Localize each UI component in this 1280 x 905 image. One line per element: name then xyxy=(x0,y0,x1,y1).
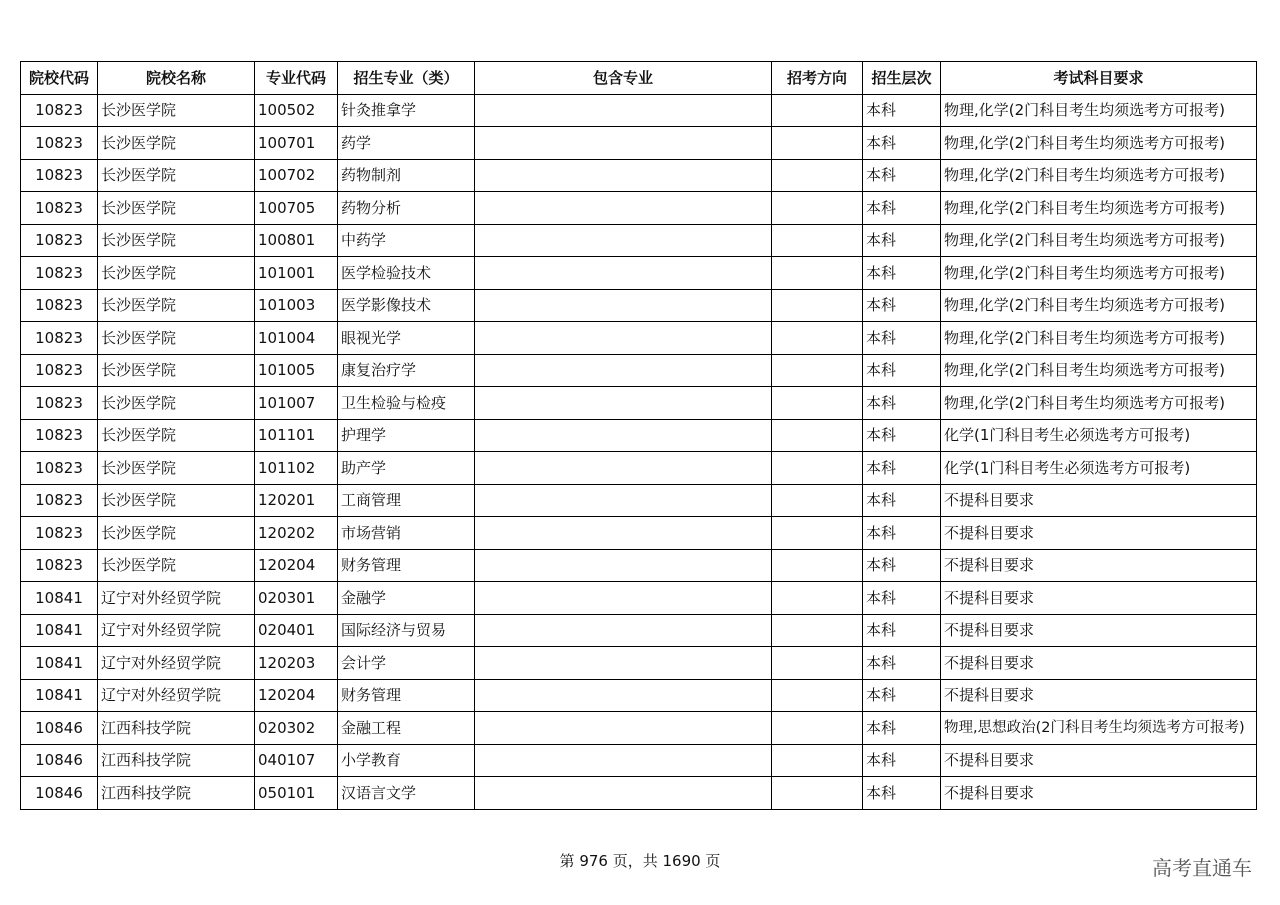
cell-level: 本科 xyxy=(863,224,941,257)
cell-major-code: 101101 xyxy=(255,419,338,452)
cell-direction xyxy=(772,354,863,387)
cell-requirement: 不提科目要求 xyxy=(941,647,1257,680)
table-row xyxy=(21,484,1257,517)
cell-level: 本科 xyxy=(863,289,941,322)
cell-major-code: 101003 xyxy=(255,289,338,322)
cell-direction xyxy=(772,257,863,290)
cell-direction xyxy=(772,712,863,745)
cell-school-name: 长沙医学院 xyxy=(98,322,255,355)
cell-school-code: 10823 xyxy=(21,192,98,225)
cell-school-code: 10846 xyxy=(21,744,98,777)
cell-direction xyxy=(772,484,863,517)
cell-includes xyxy=(475,517,772,550)
cell-major-code: 100502 xyxy=(255,94,338,127)
cell-requirement: 不提科目要求 xyxy=(941,679,1257,712)
cell-major: 助产学 xyxy=(338,452,475,485)
cell-school-name: 长沙医学院 xyxy=(98,517,255,550)
cell-level: 本科 xyxy=(863,614,941,647)
cell-requirement: 物理,化学(2门科目考生均须选考方可报考) xyxy=(941,257,1257,290)
cell-includes xyxy=(475,322,772,355)
cell-school-name: 长沙医学院 xyxy=(98,549,255,582)
cell-school-name: 江西科技学院 xyxy=(98,712,255,745)
cell-level: 本科 xyxy=(863,647,941,680)
cell-level: 本科 xyxy=(863,257,941,290)
cell-includes xyxy=(475,289,772,322)
page-number: 第 976 页，共 1690 页 xyxy=(559,852,721,870)
cell-requirement: 物理,思想政治(2门科目考生均须选考方可报考) xyxy=(941,712,1257,745)
cell-level: 本科 xyxy=(863,94,941,127)
cell-major-code: 120203 xyxy=(255,647,338,680)
cell-school-name: 长沙医学院 xyxy=(98,257,255,290)
cell-major: 药物制剂 xyxy=(338,159,475,192)
cell-requirement: 不提科目要求 xyxy=(941,582,1257,615)
cell-includes xyxy=(475,712,772,745)
cell-major-code: 020302 xyxy=(255,712,338,745)
cell-requirement: 物理,化学(2门科目考生均须选考方可报考) xyxy=(941,387,1257,420)
table-row xyxy=(21,517,1257,550)
cell-school-code: 10846 xyxy=(21,777,98,810)
cell-school-code: 10823 xyxy=(21,354,98,387)
cell-major: 财务管理 xyxy=(338,679,475,712)
cell-school-name: 江西科技学院 xyxy=(98,744,255,777)
cell-major-code: 101001 xyxy=(255,257,338,290)
cell-level: 本科 xyxy=(863,192,941,225)
table-row xyxy=(21,614,1257,647)
cell-school-code: 10823 xyxy=(21,419,98,452)
header-row xyxy=(21,62,1257,95)
admissions-table xyxy=(20,61,1257,810)
table-row xyxy=(21,257,1257,290)
cell-major-code: 101007 xyxy=(255,387,338,420)
cell-includes xyxy=(475,614,772,647)
table-row xyxy=(21,94,1257,127)
cell-major-code: 120204 xyxy=(255,679,338,712)
cell-level: 本科 xyxy=(863,387,941,420)
cell-school-name: 长沙医学院 xyxy=(98,419,255,452)
cell-direction xyxy=(772,127,863,160)
cell-school-name: 长沙医学院 xyxy=(98,94,255,127)
cell-major: 汉语言文学 xyxy=(338,777,475,810)
cell-includes xyxy=(475,419,772,452)
cell-direction xyxy=(772,777,863,810)
cell-includes xyxy=(475,257,772,290)
cell-school-name: 辽宁对外经贸学院 xyxy=(98,647,255,680)
table-row xyxy=(21,549,1257,582)
table-row xyxy=(21,744,1257,777)
cell-level: 本科 xyxy=(863,712,941,745)
cell-direction xyxy=(772,679,863,712)
cell-direction xyxy=(772,224,863,257)
cell-level: 本科 xyxy=(863,517,941,550)
cell-includes xyxy=(475,647,772,680)
cell-includes xyxy=(475,159,772,192)
table-row xyxy=(21,777,1257,810)
cell-school-code: 10823 xyxy=(21,387,98,420)
cell-school-name: 长沙医学院 xyxy=(98,192,255,225)
cell-requirement: 物理,化学(2门科目考生均须选考方可报考) xyxy=(941,127,1257,160)
cell-direction xyxy=(772,744,863,777)
cell-major-code: 101102 xyxy=(255,452,338,485)
cell-school-code: 10823 xyxy=(21,452,98,485)
cell-level: 本科 xyxy=(863,582,941,615)
cell-school-name: 长沙医学院 xyxy=(98,159,255,192)
cell-level: 本科 xyxy=(863,777,941,810)
cell-major-code: 120202 xyxy=(255,517,338,550)
cell-direction xyxy=(772,549,863,582)
cell-major-code: 100801 xyxy=(255,224,338,257)
cell-direction xyxy=(772,647,863,680)
cell-major: 财务管理 xyxy=(338,549,475,582)
cell-major: 针灸推拿学 xyxy=(338,94,475,127)
cell-direction xyxy=(772,582,863,615)
cell-major: 小学教育 xyxy=(338,744,475,777)
cell-requirement: 物理,化学(2门科目考生均须选考方可报考) xyxy=(941,289,1257,322)
table-row xyxy=(21,289,1257,322)
cell-major: 市场营销 xyxy=(338,517,475,550)
table-row xyxy=(21,419,1257,452)
cell-school-code: 10841 xyxy=(21,614,98,647)
cell-major-code: 100702 xyxy=(255,159,338,192)
cell-includes xyxy=(475,679,772,712)
col-header-requirement: 考试科目要求 xyxy=(941,62,1257,95)
cell-school-code: 10823 xyxy=(21,484,98,517)
cell-school-code: 10823 xyxy=(21,127,98,160)
cell-school-name: 辽宁对外经贸学院 xyxy=(98,614,255,647)
cell-level: 本科 xyxy=(863,452,941,485)
cell-requirement: 不提科目要求 xyxy=(941,549,1257,582)
cell-school-name: 长沙医学院 xyxy=(98,354,255,387)
cell-school-name: 长沙医学院 xyxy=(98,289,255,322)
cell-includes xyxy=(475,354,772,387)
cell-major-code: 040107 xyxy=(255,744,338,777)
table-row xyxy=(21,354,1257,387)
cell-school-name: 辽宁对外经贸学院 xyxy=(98,679,255,712)
cell-school-name: 长沙医学院 xyxy=(98,127,255,160)
cell-requirement: 物理,化学(2门科目考生均须选考方可报考) xyxy=(941,322,1257,355)
col-header-includes: 包含专业 xyxy=(475,62,772,95)
cell-major: 医学影像技术 xyxy=(338,289,475,322)
cell-major: 护理学 xyxy=(338,419,475,452)
cell-direction xyxy=(772,192,863,225)
cell-school-name: 长沙医学院 xyxy=(98,387,255,420)
cell-major-code: 101005 xyxy=(255,354,338,387)
cell-major: 国际经济与贸易 xyxy=(338,614,475,647)
table-row xyxy=(21,159,1257,192)
cell-major: 眼视光学 xyxy=(338,322,475,355)
col-header-major: 招生专业（类） xyxy=(338,62,475,95)
cell-school-name: 长沙医学院 xyxy=(98,484,255,517)
cell-major: 医学检验技术 xyxy=(338,257,475,290)
cell-major-code: 120204 xyxy=(255,549,338,582)
cell-major: 康复治疗学 xyxy=(338,354,475,387)
table-row xyxy=(21,387,1257,420)
cell-school-name: 江西科技学院 xyxy=(98,777,255,810)
cell-requirement: 不提科目要求 xyxy=(941,614,1257,647)
cell-school-code: 10841 xyxy=(21,647,98,680)
cell-direction xyxy=(772,289,863,322)
table-row xyxy=(21,322,1257,355)
cell-school-code: 10823 xyxy=(21,289,98,322)
cell-level: 本科 xyxy=(863,549,941,582)
table-row xyxy=(21,127,1257,160)
col-header-school-name: 院校名称 xyxy=(98,62,255,95)
col-header-level: 招生层次 xyxy=(863,62,941,95)
table-row xyxy=(21,224,1257,257)
cell-school-code: 10841 xyxy=(21,679,98,712)
cell-requirement: 物理,化学(2门科目考生均须选考方可报考) xyxy=(941,94,1257,127)
cell-major: 金融工程 xyxy=(338,712,475,745)
cell-school-code: 10841 xyxy=(21,582,98,615)
cell-requirement: 化学(1门科目考生必须选考方可报考) xyxy=(941,452,1257,485)
cell-requirement: 不提科目要求 xyxy=(941,484,1257,517)
cell-includes xyxy=(475,452,772,485)
cell-direction xyxy=(772,94,863,127)
cell-includes xyxy=(475,484,772,517)
cell-includes xyxy=(475,192,772,225)
cell-includes xyxy=(475,127,772,160)
cell-includes xyxy=(475,224,772,257)
cell-requirement: 不提科目要求 xyxy=(941,777,1257,810)
cell-includes xyxy=(475,387,772,420)
table-row xyxy=(21,712,1257,745)
cell-level: 本科 xyxy=(863,127,941,160)
cell-requirement: 不提科目要求 xyxy=(941,744,1257,777)
cell-level: 本科 xyxy=(863,419,941,452)
cell-direction xyxy=(772,159,863,192)
cell-level: 本科 xyxy=(863,744,941,777)
cell-school-name: 辽宁对外经贸学院 xyxy=(98,582,255,615)
cell-major: 工商管理 xyxy=(338,484,475,517)
cell-school-name: 长沙医学院 xyxy=(98,224,255,257)
cell-school-code: 10823 xyxy=(21,159,98,192)
cell-level: 本科 xyxy=(863,484,941,517)
cell-major: 金融学 xyxy=(338,582,475,615)
cell-major-code: 120201 xyxy=(255,484,338,517)
cell-major: 卫生检验与检疫 xyxy=(338,387,475,420)
table-row xyxy=(21,582,1257,615)
col-header-school-code: 院校代码 xyxy=(21,62,98,95)
cell-major-code: 050101 xyxy=(255,777,338,810)
cell-major-code: 101004 xyxy=(255,322,338,355)
cell-includes xyxy=(475,582,772,615)
col-header-direction: 招考方向 xyxy=(772,62,863,95)
cell-direction xyxy=(772,614,863,647)
cell-school-code: 10846 xyxy=(21,712,98,745)
table-row xyxy=(21,192,1257,225)
cell-school-code: 10823 xyxy=(21,517,98,550)
cell-major-code: 100705 xyxy=(255,192,338,225)
cell-major-code: 100701 xyxy=(255,127,338,160)
cell-includes xyxy=(475,549,772,582)
cell-major: 药物分析 xyxy=(338,192,475,225)
cell-requirement: 不提科目要求 xyxy=(941,517,1257,550)
cell-major: 中药学 xyxy=(338,224,475,257)
cell-major: 会计学 xyxy=(338,647,475,680)
cell-requirement: 物理,化学(2门科目考生均须选考方可报考) xyxy=(941,354,1257,387)
cell-major: 药学 xyxy=(338,127,475,160)
cell-school-code: 10823 xyxy=(21,224,98,257)
watermark: 高考直通车 xyxy=(1152,856,1252,880)
cell-includes xyxy=(475,777,772,810)
cell-requirement: 物理,化学(2门科目考生均须选考方可报考) xyxy=(941,192,1257,225)
cell-requirement: 化学(1门科目考生必须选考方可报考) xyxy=(941,419,1257,452)
cell-level: 本科 xyxy=(863,322,941,355)
table-row xyxy=(21,647,1257,680)
cell-school-code: 10823 xyxy=(21,322,98,355)
cell-level: 本科 xyxy=(863,679,941,712)
cell-requirement: 物理,化学(2门科目考生均须选考方可报考) xyxy=(941,224,1257,257)
cell-direction xyxy=(772,322,863,355)
cell-level: 本科 xyxy=(863,354,941,387)
cell-requirement: 物理,化学(2门科目考生均须选考方可报考) xyxy=(941,159,1257,192)
cell-major-code: 020401 xyxy=(255,614,338,647)
cell-school-code: 10823 xyxy=(21,94,98,127)
cell-school-code: 10823 xyxy=(21,257,98,290)
cell-includes xyxy=(475,744,772,777)
cell-direction xyxy=(772,452,863,485)
cell-level: 本科 xyxy=(863,159,941,192)
cell-direction xyxy=(772,419,863,452)
table-row xyxy=(21,679,1257,712)
cell-includes xyxy=(475,94,772,127)
cell-major-code: 020301 xyxy=(255,582,338,615)
col-header-major-code: 专业代码 xyxy=(255,62,338,95)
cell-school-code: 10823 xyxy=(21,549,98,582)
table-row xyxy=(21,452,1257,485)
cell-direction xyxy=(772,517,863,550)
cell-direction xyxy=(772,387,863,420)
cell-school-name: 长沙医学院 xyxy=(98,452,255,485)
